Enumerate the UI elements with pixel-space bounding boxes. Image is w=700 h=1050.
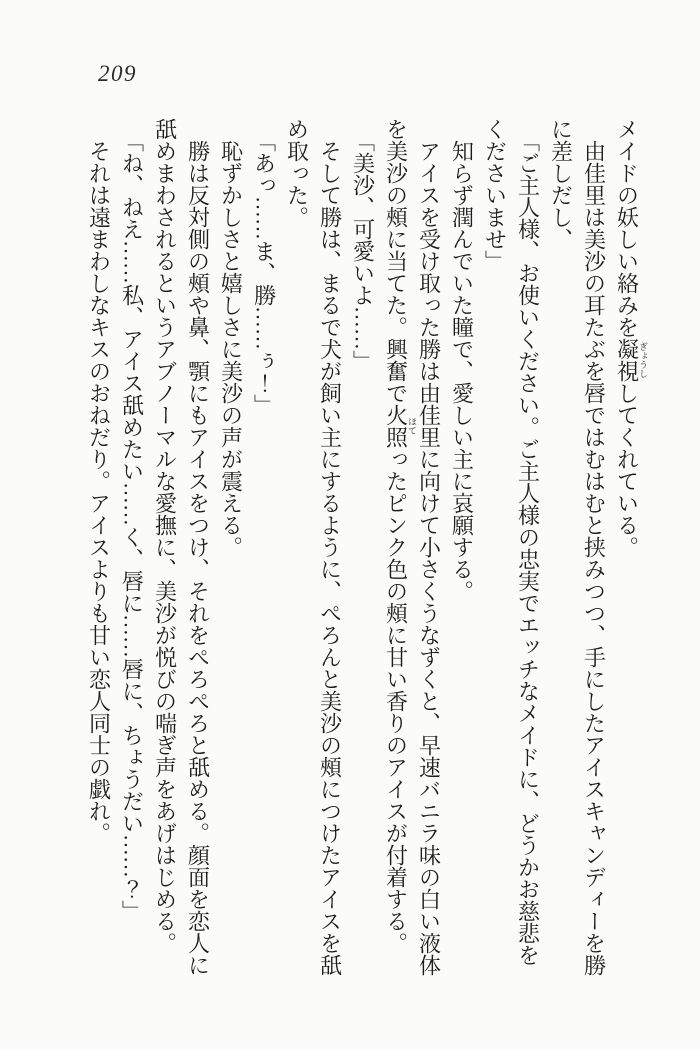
furigana-reading: ほて (407, 404, 417, 448)
paragraph-2: 由佳里は美沙の耳たぶを唇ではむはむと挟みつつ、手にしたアイスキャンディーを勝に差しだし、 (548, 118, 607, 976)
vertical-text-block (83, 118, 649, 976)
paragraph-3: 「ご主人様、お使いください。ご主人様の忠実でエッチなメイドに、どうかお慈悲をくださいませ」 (482, 118, 541, 967)
paragraph-5: アイスを受け取った勝は由佳里に向けて小さくうなずくと、早速バニラ味の白い液体を美沙の頰に当てた。興奮で火照ほてったピンク色の頰に甘い香りのアイスが付着する。 (383, 118, 442, 976)
paragraph-8: 「あっ……ま、勝……ぅ！」 (251, 130, 277, 417)
paragraph-1: メイドの妖しい絡みを凝視ぎょうししてくれている。 (614, 118, 648, 558)
paragraph-4: 知らず潤んでいた瞳で、愛しい主に哀願する。 (449, 140, 475, 602)
furigana-annotated-word: 火照ほて (383, 404, 417, 448)
furigana-annotated-word: 凝視ぎょうし (614, 338, 648, 382)
paragraph-6: 「美沙、可愛いよ……」 (350, 130, 376, 373)
page-number: 209 (98, 61, 137, 86)
furigana-reading: ぎょうし (638, 338, 648, 382)
paragraph-12: それは遠まわしなキスのおねだり。アイスよりも甘い恋人同士の戯れ。 (86, 140, 112, 844)
paragraph-9: 恥ずかしさと嬉しさに美沙の声が震える。 (218, 140, 244, 558)
paragraph-11: 「ね、ねえ……私、アイス舐めたい……く、唇に……唇に、ちょうだい……？」 (119, 130, 145, 923)
paragraph-7: そして勝は、まるで犬が飼い主にするように、ぺろんと美沙の頰につけたアイスを舐め取った。 (284, 118, 343, 976)
paragraph-10: 勝は反対側の頰や鼻、顎にもアイスをつけ、それをぺろぺろと舐める。顔面を恋人に舐めまわされるというアブノーマルな愛撫に、美沙が悦びの喘ぎ声をあげはじめる。 (152, 118, 211, 976)
